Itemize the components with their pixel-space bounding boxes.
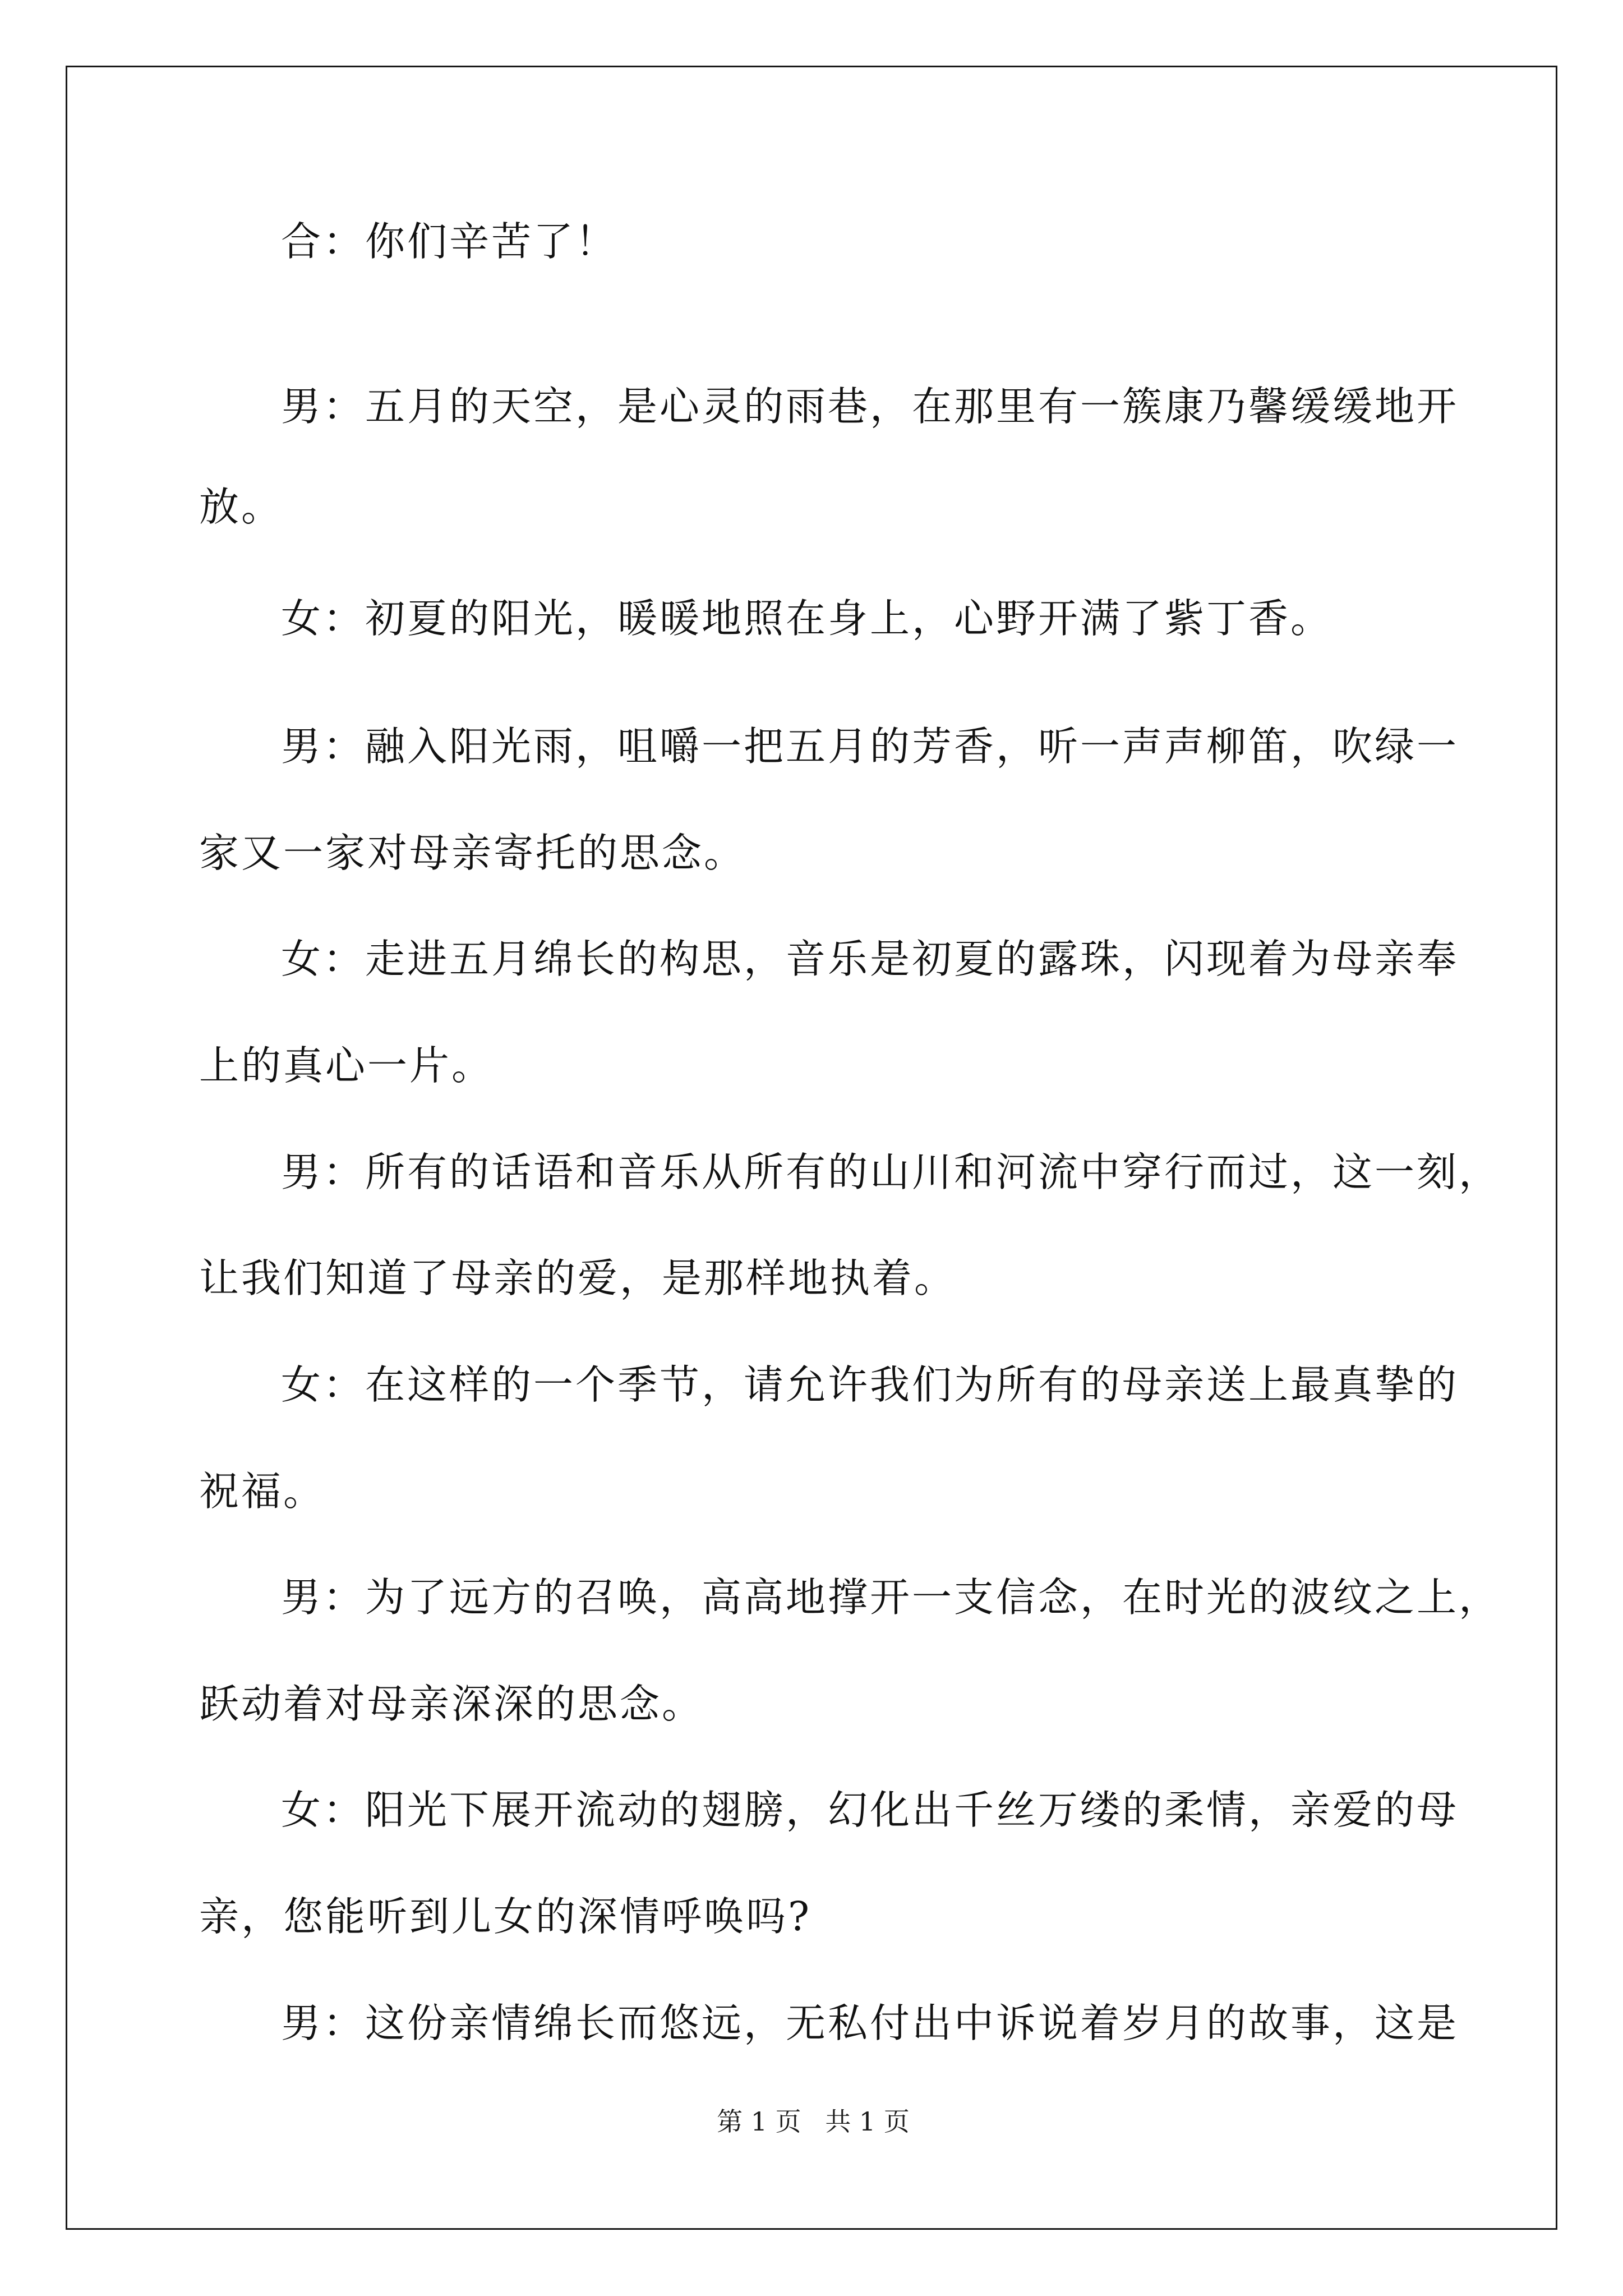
text-line: 女：在这样的一个季节，请允许我们为所有的母亲送上最真挚的 <box>281 1361 1459 1408</box>
text-line: 家又一家对母亲寄托的思念。 <box>199 830 746 876</box>
text-line: 女：走进五月绵长的构思，音乐是初夏的露珠，闪现着为母亲奉 <box>281 936 1459 982</box>
text-line: 女：初夏的阳光，暖暖地照在身上，心野开满了紫丁香。 <box>281 595 1333 642</box>
text-line: 亲，您能听到儿女的深情呼唤吗? <box>199 1893 812 1940</box>
page-footer <box>67 2105 1559 2138</box>
document-page <box>66 66 1557 2230</box>
text-line: 男：为了远方的召唤，高高地撑开一支信念，在时光的波纹之上， <box>281 1574 1501 1621</box>
text-line: 合：你们辛苦了！ <box>281 218 618 265</box>
text-line: 男：融入阳光雨，咀嚼一把五月的芳香，听一声声柳笛，吹绿一 <box>281 723 1459 770</box>
page-count: 共 1 页 <box>825 2106 910 2137</box>
text-line: 让我们知道了母亲的爱，是那样地执着。 <box>199 1255 957 1301</box>
text-line: 放。 <box>199 484 284 530</box>
text-line: 男：所有的话语和音乐从所有的山川和河流中穿行而过，这一刻， <box>281 1149 1501 1195</box>
text-line: 女：阳光下展开流动的翅膀，幻化出千丝万缕的柔情，亲爱的母 <box>281 1787 1459 1833</box>
text-line: 跃动着对母亲深深的思念。 <box>199 1681 704 1727</box>
text-line: 祝福。 <box>199 1468 326 1515</box>
page-number: 第 1 页 <box>717 2106 801 2137</box>
text-line: 上的真心一片。 <box>199 1042 494 1089</box>
text-line: 男：五月的天空，是心灵的雨巷，在那里有一簇康乃馨缓缓地开 <box>281 383 1459 430</box>
text-line: 男：这份亲情绵长而悠远，无私付出中诉说着岁月的故事，这是 <box>281 2000 1459 2046</box>
